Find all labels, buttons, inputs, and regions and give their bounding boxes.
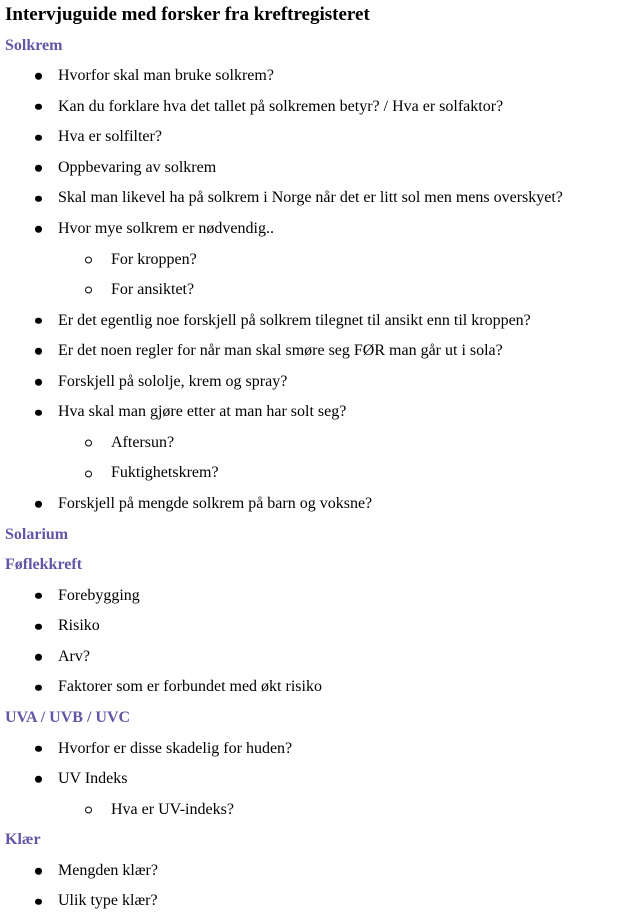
circle-bullet-icon: [85, 287, 92, 294]
disc-bullet-icon: [35, 868, 42, 875]
disc-bullet-icon: [35, 746, 42, 753]
bullet-item: [0, 734, 642, 765]
bullet-text: Skal man likevel ha på solkrem i Norge når det er litt sol men mens overskyet?: [58, 189, 563, 207]
bullet-item: [0, 336, 642, 367]
bullet-item: [0, 92, 642, 123]
bullet-text: Forskjell på mengde solkrem på barn og voksne?: [58, 495, 373, 512]
bullet-item: [0, 367, 642, 398]
bullet-item: [0, 306, 642, 337]
bullet-text: Er det egentlig noe forskjell på solkrem tilegnet til ansikt enn til kroppen?: [58, 311, 531, 329]
circle-bullet-icon: [85, 806, 92, 813]
bullet-text: Hvorfor skal man bruke solkrem?: [58, 67, 274, 85]
circle-bullet-icon: [85, 470, 92, 477]
disc-bullet-icon: [35, 776, 42, 783]
bullet-text: Kan du forklare hva det tallet på solkremen betyr? / Hva er solfaktor?: [58, 97, 504, 115]
bullet-text: Forskjell på sololje, krem og spray?: [58, 372, 288, 390]
bullet-item: [0, 672, 642, 703]
sub-bullet-item: [0, 245, 642, 276]
bullet-item: [0, 122, 642, 153]
disc-bullet-icon: [35, 898, 42, 905]
bullet-item: [0, 611, 642, 642]
bullet-text: Hva er solfilter?: [58, 128, 162, 146]
disc-bullet-icon: [35, 684, 42, 691]
bullet-text: Hva skal man gjøre etter at man har solt seg?: [58, 403, 347, 421]
disc-bullet-icon: [35, 379, 42, 386]
disc-bullet-icon: [35, 348, 42, 355]
bullet-item: [0, 642, 642, 673]
disc-bullet-icon: [35, 73, 42, 80]
bullet-text: For kroppen?: [111, 250, 197, 268]
sub-bullet-item: [0, 428, 642, 459]
bullet-text: Aftersun?: [111, 433, 175, 451]
disc-bullet-icon: [35, 501, 42, 508]
bullet-text: UV Indeks: [58, 770, 128, 788]
bullet-text: Risiko: [58, 617, 100, 635]
disc-bullet-icon: [35, 165, 42, 172]
circle-bullet-icon: [85, 440, 92, 447]
bullet-text: Hvor mye solkrem er nødvendig..: [58, 219, 274, 237]
bullet-text: Faktorer som er forbundet med økt risiko: [58, 678, 322, 696]
circle-bullet-icon: [85, 256, 92, 263]
disc-bullet-icon: [35, 318, 42, 325]
bullet-item: [0, 489, 642, 520]
disc-bullet-icon: [35, 623, 42, 630]
bullet-text: Hvorfor er disse skadelig for huden?: [58, 739, 293, 757]
document-title: Intervjuguide med forsker fra kreftregisteret: [5, 4, 370, 25]
section-heading: Solarium: [5, 525, 69, 543]
bullet-text: Oppbevaring av solkrem: [58, 158, 217, 176]
section-heading: Føflekkreft: [5, 556, 83, 574]
bullet-text: Arv?: [58, 647, 90, 665]
disc-bullet-icon: [35, 654, 42, 661]
bullet-item: [0, 397, 642, 428]
disc-bullet-icon: [35, 134, 42, 141]
section-heading: Klær: [5, 831, 41, 849]
bullet-text: Fuktighetskrem?: [111, 464, 219, 482]
disc-bullet-icon: [35, 104, 42, 111]
disc-bullet-icon: [35, 195, 42, 202]
sub-bullet-item: [0, 795, 642, 826]
sub-bullet-item: [0, 458, 642, 489]
bullet-text: For ansiktet?: [111, 281, 195, 299]
bullet-item: [0, 183, 642, 214]
bullet-item: [0, 214, 642, 245]
bullet-item: [0, 856, 642, 887]
disc-bullet-icon: [35, 226, 42, 233]
section-heading: Solkrem: [5, 36, 63, 54]
bullet-text: Ulik type klær?: [58, 892, 158, 910]
bullet-text: Mengden klær?: [58, 861, 158, 879]
bullet-item: [0, 153, 642, 184]
disc-bullet-icon: [35, 593, 42, 600]
bullet-item: [0, 886, 642, 917]
bullet-text: Forebygging: [58, 586, 140, 604]
bullet-text: Hva er UV-indeks?: [111, 800, 234, 818]
section-heading: UVA / UVB / UVC: [5, 708, 131, 726]
bullet-item: [0, 581, 642, 612]
bullet-item: [0, 61, 642, 92]
bullet-text: Er det noen regler for når man skal smøre seg FØR man går ut i sola?: [58, 342, 503, 360]
sub-bullet-item: [0, 275, 642, 306]
bullet-item: [0, 764, 642, 795]
disc-bullet-icon: [35, 409, 42, 416]
document-body: [0, 31, 642, 917]
